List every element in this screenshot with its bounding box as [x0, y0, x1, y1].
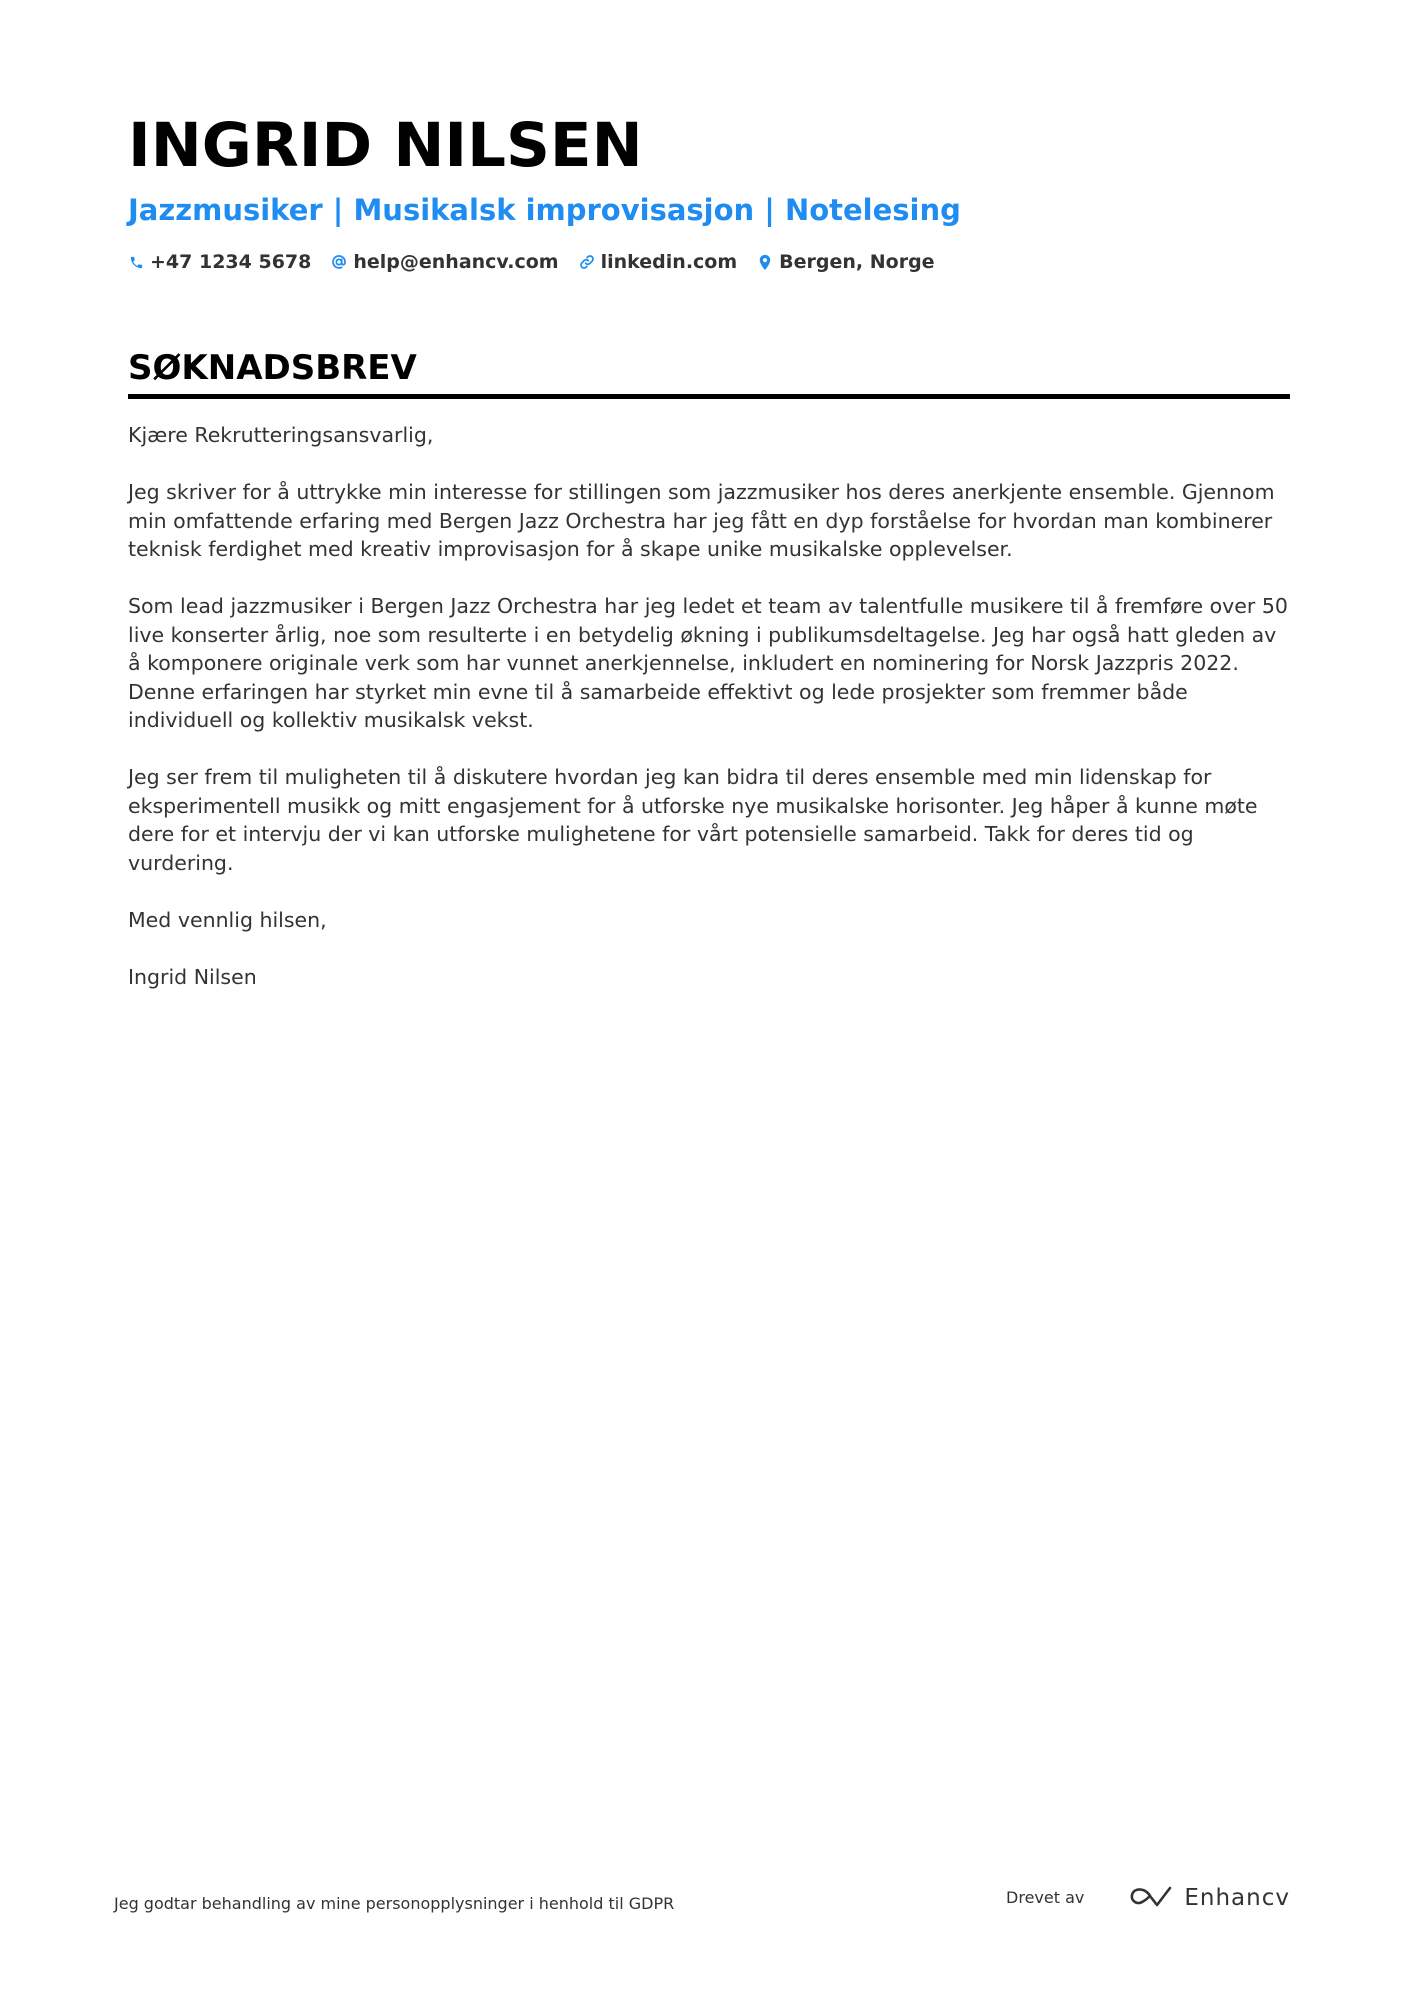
link-icon	[579, 253, 595, 271]
powered-by	[1006, 1883, 1290, 1913]
contact-location	[757, 248, 934, 276]
letter-paragraph: Jeg ser frem til muligheten til å diskutere hvordan jeg kan bidra til deres ensemble med min lidenskap for eksperimentell musikk og mitt engasjement for å utforske nye musikalske horisonter. Jeg håper å kunne møte dere for et intervju der vi kan utforske mulighetene for vårt potensielle samarbeid. Takk for deres tid og vurdering.	[128, 765, 1258, 875]
cover-letter-page	[128, 108, 1290, 1020]
location-icon	[757, 253, 773, 271]
at-icon	[331, 253, 347, 271]
powered-by-label: Drevet av	[1006, 1888, 1085, 1907]
letter-closing: Med vennlig hilsen,	[128, 907, 327, 932]
contact-phone	[128, 248, 311, 276]
applicant-name: INGRID NILSEN	[128, 110, 643, 181]
enhancv-brand[interactable]	[1128, 1883, 1290, 1913]
contact-location-text: Bergen, Norge	[779, 251, 935, 273]
enhancv-logo-icon	[1128, 1883, 1174, 1913]
contact-email-text: help@enhancv.com	[353, 251, 559, 273]
letter-signature: Ingrid Nilsen	[128, 964, 257, 989]
contact-linkedin-text: linkedin.com	[600, 251, 738, 273]
letter-paragraph: Som lead jazzmusiker i Bergen Jazz Orchestra har jeg ledet et team av talentfulle musikere til å fremføre over 50 live konserter årlig, noe som resulterte i en betydelig økning i publikumsdeltagelse. Jeg har også hatt gleden av å komponere originale verk som har vunnet anerkjennelse, inkludert en nominering for Norsk Jazzpris 2022. Denne erfaringen har styrket min evne til å samarbeide effektivt og lede prosjekter som fremmer både individuell og kollektiv musikalsk vekst.	[128, 594, 1288, 732]
section-divider	[128, 394, 1290, 399]
contact-email[interactable]	[331, 248, 558, 276]
gdpr-consent: Jeg godtar behandling av mine personopplysninger i henhold til GDPR	[114, 1894, 675, 1913]
enhancv-brand-name: Enhancv	[1184, 1885, 1290, 1911]
letter-paragraph: Jeg skriver for å uttrykke min interesse for stillingen som jazzmusiker hos deres anerkjente ensemble. Gjennom min omfattende erfaring med Bergen Jazz Orchestra har jeg fått en dyp forståelse for hvordan man kombinerer teknisk ferdighet med kreativ improvisasjon for å skape unike musikalske opplevelser.	[128, 480, 1275, 561]
phone-icon	[128, 253, 144, 271]
applicant-subtitle: Jazzmusiker | Musikalsk improvisasjon | Notelesing	[128, 193, 961, 227]
contact-phone-text: +47 1234 5678	[150, 251, 312, 273]
letter-body	[128, 421, 1290, 991]
contact-bar	[128, 248, 1290, 276]
letter-greeting: Kjære Rekrutteringsansvarlig,	[128, 423, 434, 447]
contact-linkedin[interactable]	[579, 248, 738, 276]
section-title: SØKNADSBREV	[128, 348, 417, 388]
